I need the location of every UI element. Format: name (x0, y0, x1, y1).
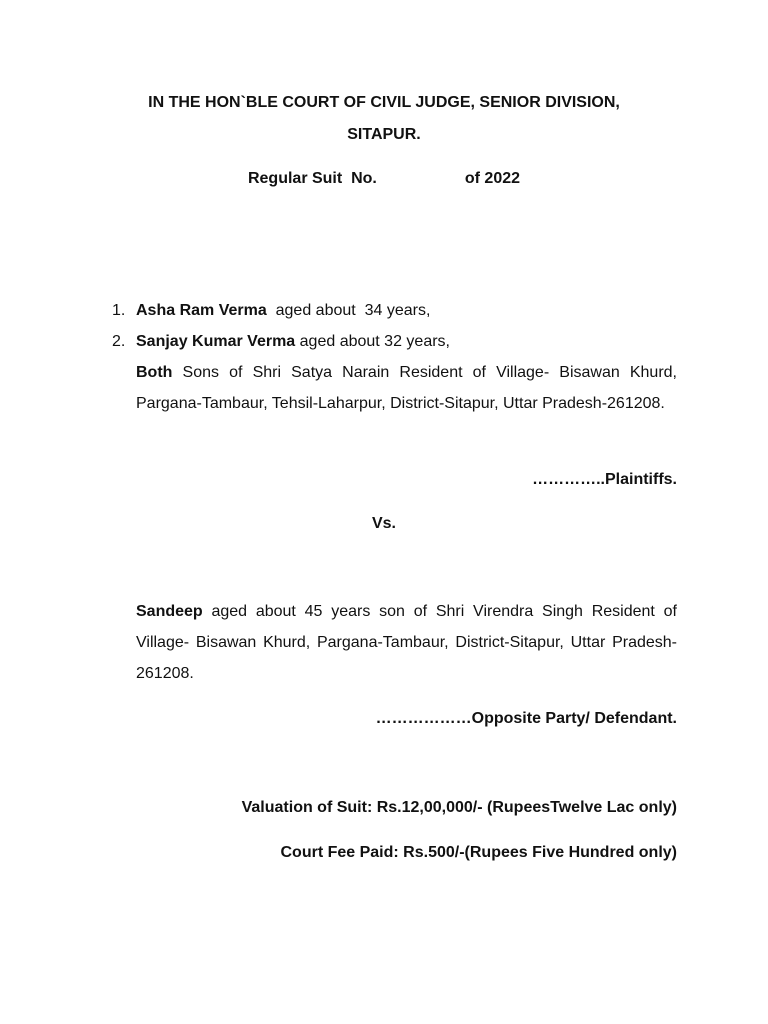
address-lead: Both (136, 364, 173, 381)
plaintiff-detail: aged about 34 years, (266, 302, 431, 319)
plaintiff-name: Asha Ram Verma (136, 302, 267, 319)
plaintiff-name: Sanjay Kumar Verma (136, 333, 296, 350)
defendant-label: ………………Opposite Party/ Defendant. (375, 710, 677, 727)
plaintiff-number: 2. (112, 333, 126, 350)
plaintiff-number: 1. (112, 302, 126, 319)
suit-valuation: Valuation of Suit: Rs.12,00,000/- (RupeesTwelve Lac only) (241, 799, 677, 816)
suit-number-line (0, 170, 768, 188)
plaintiff-item (112, 302, 430, 320)
defendant-details (136, 596, 677, 689)
plaintiffs-label: …………..Plaintiffs. (532, 471, 677, 488)
suit-label: Regular Suit No. (247, 170, 377, 187)
defendant-name: Sandeep (136, 603, 203, 620)
plaintiff-detail: aged about 32 years, (295, 333, 450, 350)
court-fee-paid: Court Fee Paid: Rs.500/-(Rupees Five Hundred only) (280, 844, 677, 861)
court-heading-line1: IN THE HON`BLE COURT OF CIVIL JUDGE, SENIOR DIVISION, (148, 94, 620, 111)
court-heading-line2: SITAPUR. (347, 126, 421, 143)
versus-label: Vs. (371, 515, 396, 532)
plaintiff-address (136, 357, 677, 419)
plaintiff-item (112, 333, 450, 351)
suit-year: of 2022 (464, 170, 521, 187)
address-text: Sons of Shri Satya Narain Resident of Village- Bisawan Khurd, Pargana-Tambaur, Tehsil-Laharpur, District-Sitapur, Uttar Pradesh-261208. (136, 364, 677, 412)
defendant-text: aged about 45 years son of Shri Virendra Singh Resident of Village- Bisawan Khurd, Pargana-Tambaur, District-Sitapur, Uttar Pradesh-261208. (136, 603, 677, 682)
